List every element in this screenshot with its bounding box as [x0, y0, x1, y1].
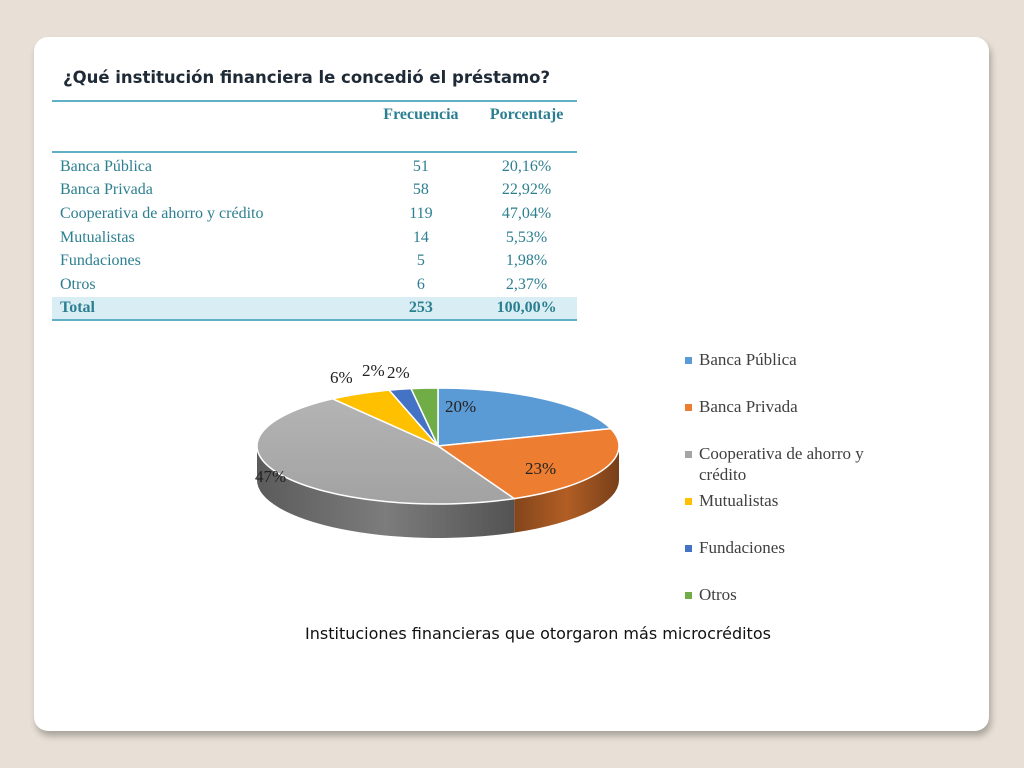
- table-total-row: [52, 297, 577, 320]
- table-row: [52, 152, 577, 179]
- row-frequency: 58: [412, 181, 429, 199]
- table-row: [52, 249, 577, 273]
- row-percentage: 2,37%: [505, 275, 548, 293]
- legend-swatch: [685, 404, 692, 411]
- pie-chart: [240, 350, 640, 575]
- row-name: Cooperativa de ahorro y crédito: [60, 204, 264, 222]
- legend-swatch: [685, 592, 692, 599]
- total-name: Total: [52, 297, 366, 320]
- chart-caption: [0, 624, 1024, 643]
- row-frequency: 5: [416, 252, 425, 270]
- caption-text: Instituciones financieras que otorgaron más microcréditos: [305, 624, 771, 643]
- pie-data-label: 2%: [362, 361, 385, 380]
- header-percentage: Porcentaje: [476, 101, 577, 152]
- row-name: Banca Privada: [60, 181, 153, 199]
- legend-swatch: [685, 498, 692, 505]
- frequency-table: [52, 100, 577, 321]
- pie-data-label: 23%: [525, 459, 557, 478]
- legend-label: Mutualistas: [699, 491, 779, 510]
- row-name: Fundaciones: [60, 252, 141, 270]
- row-frequency: 6: [416, 275, 425, 293]
- row-name: Otros: [60, 275, 96, 293]
- legend-swatch: [685, 451, 692, 458]
- legend-swatch: [685, 545, 692, 552]
- legend-swatch: [685, 357, 692, 364]
- row-name: Banca Pública: [60, 157, 152, 175]
- legend-label: Fundaciones: [699, 538, 785, 557]
- table-row: [52, 226, 577, 250]
- row-frequency: 51: [412, 157, 429, 175]
- row-percentage: 1,98%: [505, 252, 548, 270]
- header-frequency: Frecuencia: [366, 101, 476, 152]
- table-row: [52, 179, 577, 203]
- row-frequency: 14: [412, 228, 429, 246]
- pie-data-label: 20%: [445, 397, 477, 416]
- row-percentage: 47,04%: [501, 204, 552, 222]
- legend-label: Cooperativa de ahorro y crédito: [699, 444, 864, 484]
- table-row: [52, 273, 577, 297]
- legend-label: Banca Privada: [699, 397, 798, 416]
- row-frequency: 119: [409, 204, 433, 222]
- pie-data-label: 47%: [255, 467, 287, 486]
- total-frequency: 253: [366, 297, 476, 320]
- row-percentage: 22,92%: [501, 181, 552, 199]
- question-title: ¿Qué institución financiera le concedió el préstamo?: [63, 68, 551, 87]
- table-row: [52, 202, 577, 226]
- row-name: Mutualistas: [60, 228, 135, 246]
- table-header-row: [52, 101, 577, 152]
- pie-data-label: 2%: [387, 363, 410, 382]
- row-percentage: 20,16%: [501, 157, 552, 175]
- legend-label: Banca Pública: [699, 350, 797, 369]
- row-percentage: 5,53%: [505, 228, 548, 246]
- legend-label: Otros: [699, 585, 737, 604]
- header-category: [52, 101, 366, 152]
- pie-data-label: 6%: [330, 368, 353, 387]
- total-percentage: 100,00%: [476, 297, 577, 320]
